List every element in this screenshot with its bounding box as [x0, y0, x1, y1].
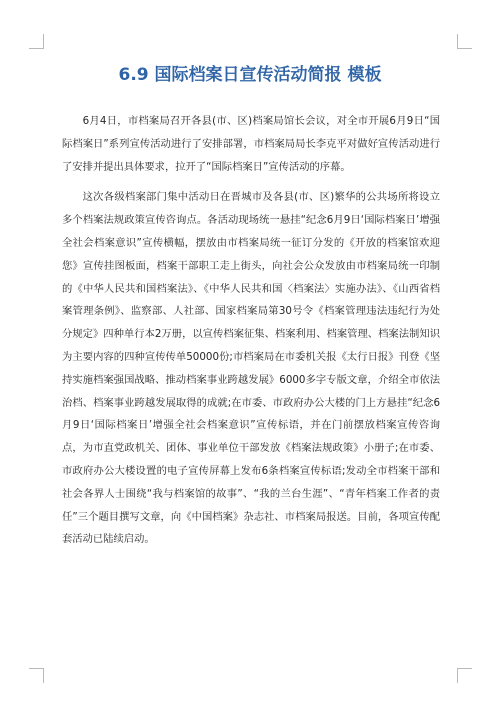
crop-mark-bottom-left: [29, 668, 44, 683]
document-body: [62, 110, 440, 551]
crop-mark-top-left: [29, 34, 44, 49]
crop-mark-top-right: [457, 34, 472, 49]
paragraph-1: 6月4日，市档案局召开各县(市、区)档案局馆长会议，对全市开展6月9日“国际档案日”系列宣传活动进行了安排部署，市档案局局长李克平对做好宣传活动进行了安排并提出具体要求，拉开了“国际档案日”宣传活动的序幕。: [62, 115, 440, 173]
paragraph-2: 这次各级档案部门集中活动日在晋城市及各县(市、区)繁华的公共场所将设立多个档案法规政策宣传咨询点。各活动现场统一悬挂“纪念6月9日‘国际档案日’增强全社会档案意识”宣传横幅，摆放由市档案局统一征订分发的《开放的档案馆欢迎您》宣传挂图板面，档案干部职工走上街头，向社会公众发放由市档案局统一印制的《中华人民共和国档案法》、《中华人民共和国〈档案法〉实施办法》、《山西省档案管理条例》、监察部、人社部、国家档案局第30号令《档案管理违法违纪行为处分规定》四种单行本2万册，以宣传档案征集、档案利用、档案管理、档案法制知识为主要内容的四种宣传传单50000份;市档案局在市委机关报《太行日报》刊登《坚持实施档案强国战略、推动档案事业跨越发展》6000多字专版文章，介绍全市依法治档、档案事业跨越发展取得的成就;在市委、市政府办公大楼的门上方悬挂“纪念6月9日‘国际档案日’增强全社会档案意识”宣传标语，并在门前摆放档案宣传咨询点，为市直党政机关、团体、事业单位干部发放《档案法规政策》小册子;在市委、市政府办公大楼设置的电子宣传屏幕上发布6条档案宣传标语;发动全市档案干部和社会各界人士围绕“我与档案馆的故事”、“我的兰台生涯”、“青年档案工作者的责任”三个题目撰写文章，向《中国档案》杂志社、市档案局报送。目前，各项宣传配套活动已陆续启动。: [62, 191, 440, 546]
crop-mark-bottom-right: [457, 668, 472, 683]
document-title: 6.9 国际档案日宣传活动简报 模板: [118, 65, 382, 85]
